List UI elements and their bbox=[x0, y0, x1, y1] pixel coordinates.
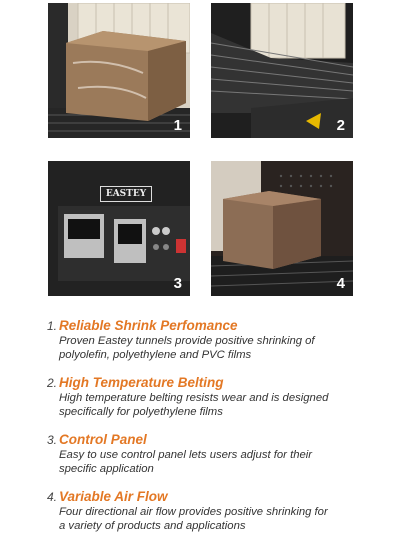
description-line: Four directional air flow provides positive shrinking for bbox=[59, 506, 328, 518]
description-line: polyolefin, polyethylene and PVC films bbox=[59, 349, 252, 361]
feature-number: 4. bbox=[47, 490, 58, 504]
description-line: Easy to use control panel lets users adjust for their bbox=[59, 449, 313, 461]
photo-number: 1 bbox=[173, 117, 182, 134]
feature-item bbox=[47, 318, 407, 362]
feature-title: Control Panel bbox=[59, 432, 147, 447]
description-line: Proven Eastey tunnels provide positive shrinking of bbox=[59, 335, 315, 347]
eastey-logo: EASTEY bbox=[100, 186, 152, 202]
feature-title: Variable Air Flow bbox=[59, 489, 168, 504]
description-line: specifically for polyethylene films bbox=[59, 406, 223, 418]
feature-title: High Temperature Belting bbox=[59, 375, 224, 390]
photo-conveyor-belt bbox=[211, 3, 353, 138]
feature-number: 2. bbox=[47, 376, 58, 390]
photo-tunnel-air-flow bbox=[211, 161, 353, 296]
description-line: a variety of products and applications bbox=[59, 520, 246, 532]
feature-item bbox=[47, 432, 407, 476]
photo-number: 4 bbox=[336, 275, 345, 292]
feature-description bbox=[59, 334, 407, 362]
feature-number: 3. bbox=[47, 433, 58, 447]
feature-description bbox=[59, 505, 407, 533]
description-line: specific application bbox=[59, 463, 154, 475]
feature-description bbox=[59, 448, 407, 476]
feature-item bbox=[47, 489, 407, 533]
photo-shrink-wrapped-box bbox=[48, 3, 190, 138]
photo-number: 3 bbox=[173, 275, 182, 292]
photo-control-panel bbox=[48, 161, 190, 296]
feature-number: 1. bbox=[47, 319, 58, 333]
photo-number: 2 bbox=[336, 117, 345, 134]
feature-list bbox=[47, 318, 407, 546]
feature-description bbox=[59, 391, 407, 419]
feature-item bbox=[47, 375, 407, 419]
feature-title: Reliable Shrink Perfomance bbox=[59, 318, 238, 333]
description-line: High temperature belting resists wear and is designed bbox=[59, 392, 329, 404]
